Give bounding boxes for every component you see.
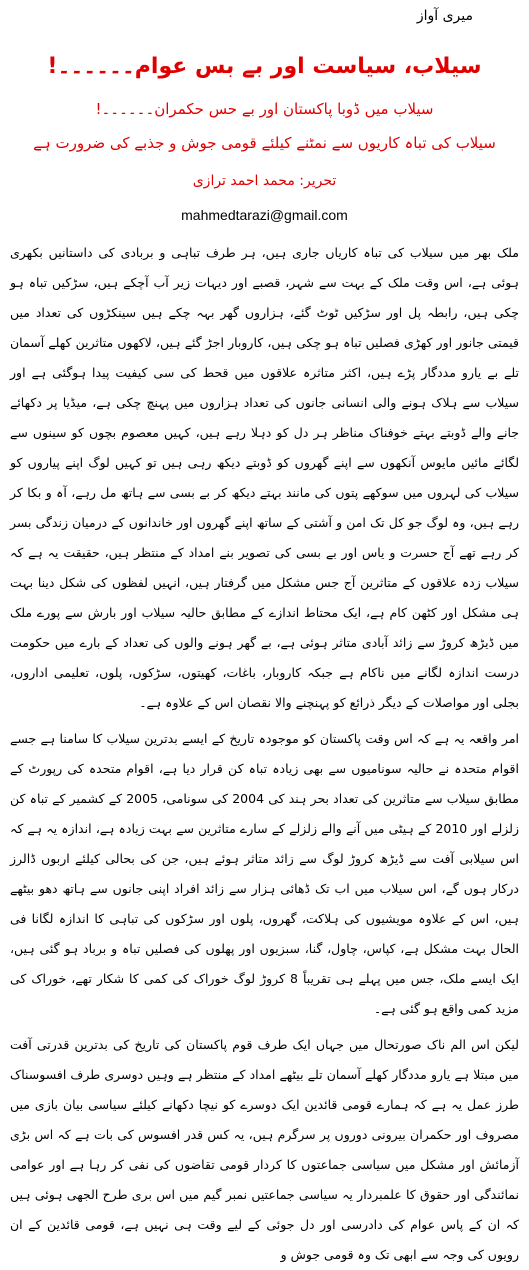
byline: تحریر: محمد احمد ترازی — [192, 173, 337, 189]
headline: سیلاب، سیاست اور بے بس عوام۔۔۔۔۔۔! — [47, 54, 482, 79]
subheadline-2: سیلاب کی تباہ کاریوں سے نمٹنے کیلئے قومی جوش و جذبے کی ضرورت ہے — [33, 134, 496, 152]
author-email: mahmedtarazi@gmail.com — [181, 207, 348, 223]
column-name: میری آواز — [416, 8, 473, 24]
subheadline-1: سیلاب میں ڈوبا پاکستان اور بے حس حکمران۔۔۔۔۔۔! — [95, 100, 434, 118]
paragraph-3: لیکن اس الم ناک صورتحال میں جہاں ایک طرف قوم پاکستان کی تاریخ کی بدترین قدرتی آفت میں مبتلا ہے یارو مددگار کھلے آسمان تلے بیٹھے امداد کے منتظر ہے وہیں دوسری طرف افسوسناک طرز عمل یہ ہے کہ ہمارے قومی قائدین ایک دوسرے کو نیچا دکھانے کیلئے سیاسی بیان بازی میں مصروف اور حکمران بیرونی دوروں پر سرگرم ہیں، یہ کس قدر افسوس کی بات ہے کہ اس بڑی آزمائش اور مشکل میں سیاسی جماعتوں کا کردار قومی تقاضوں کی نفی کر رہا ہے اور عوامی نمائندگی اور حقوق کا علمبردار یہ سیاسی جماعتیں نمبر گیم میں اس بری طرح الجھی ہوئی ہیں کہ ان کے پاس عوام کی دادرسی اور دل جوئی کے لیے وقت ہی نہیں ہے، قومی قائدین کے ان رویوں کی وجہ سے ابھی تک وہ قومی جوش و — [10, 1037, 519, 1262]
paragraph-1: ملک بھر میں سیلاب کی تباہ کاریاں جاری ہیں، ہر طرف تباہی و بربادی کی داستانیں بکھری ہوئی ہے، اس وقت ملک کے بہت سے شہر، قصبے اور دیہات زیر آب آچکے ہیں، سڑکیں تباہ ہو چکی ہیں، رابطہ پل اور سڑکیں ٹوٹ گئے، ہزاروں گھر بہہ چکے ہیں سینکڑوں کی تعداد میں قیمتی جانور اور کھڑی فصلیں تباہ ہو چکی ہیں، کاروبار اجڑ گئے ہیں، لاکھوں متاثرین کھلے آسمان تلے بے یارو مددگار پڑے ہیں، اکثر متاثرہ علاقوں میں قحط کی سی کیفیت پیدا ہوگئی ہے اور سیلاب سے ہلاک ہونے والی انسانی جانوں کی تعداد ہزاروں میں پہنچ چکی ہے، میڈیا پر دکھائے جانے والے ڈوبتے بہتے خوفناک مناظر ہر دل کو دہلا رہے ہیں، کہیں معصوم بچوں کو سینوں سے لگائے مائیں مایوس آنکھوں سے اپنے گھروں کو ڈوبتے دیکھ رہی ہیں تو کہیں لوگ اپنے پیاروں کو سیلاب کی لہروں میں سوکھے پتوں کی مانند بہتے دیکھ کر بے بسی سے ہاتھ مل رہے، آہ و بکا کر رہے ہیں، وہ لوگ جو کل تک امن و آشتی کے ساتھ اپنے گھروں اور خاندانوں کے درمیان زندگی بسر کر رہے تھے آج حسرت و یاس اور بے بسی کی تصویر بنے امداد کے منتظر ہیں، حقیقت یہ ہے کہ سیلاب زدہ علاقوں کے متاثرین آج جس مشکل میں گرفتار ہیں، انہیں لفظوں کی شکل دینا بہت ہی مشکل اور کٹھن کام ہے، ایک محتاط اندازے کے مطابق حالیہ سیلاب اور بارش سے پورے ملک میں ڈیڑھ کروڑ سے زائد آبادی متاثر ہوئی ہے، بے گھر ہونے والوں کی تعداد کے بارے میں حکومت درست اندازہ لگانے میں ناکام ہے جبکہ کاروبار، باغات، کھیتوں، سڑکوں، پلوں، تعلیمی اداروں، بجلی اور مواصلات کے دیگر ذرائع کو پہنچنے والا نقصان اس کے علاوہ ہے۔ — [10, 245, 519, 710]
article-body — [10, 238, 519, 1270]
paragraph-2: امر واقعہ یہ ہے کہ اس وقت پاکستان کو موجودہ تاریخ کے ایسے بدترین سیلاب کا سامنا ہے جسے اقوام متحدہ نے حالیہ سونامیوں سے بھی زیادہ تباہ کن قرار دیا ہے، اقوام متحدہ کی رپورٹ کے مطابق سیلاب سے متاثرین کی تعداد بحر ہند کی 2004 کی سونامی، 2005 کے کشمیر کے تباہ کن زلزلے اور 2010 کے ہیٹی میں آنے والے زلزلے کے سارے متاثرین سے بہت زیادہ ہے، اندازہ یہ ہے کہ اس سیلابی آفت سے ڈیڑھ کروڑ لوگ سے زائد متاثر ہوئے ہیں، جن کی بحالی کیلئے اربوں ڈالرز درکار ہوں گے، اس سیلاب میں اب تک ڈھائی ہزار سے زائد افراد اپنی جانوں سے ہاتھ دھو بیٹھے ہیں، اس کے علاوہ مویشیوں کی ہلاکت، گھروں، پلوں اور سڑکوں کی تباہی کا اندازہ لگانا فی الحال بہت مشکل ہے، کپاس، چاول، گنا، سبزیوں اور پھلوں کی فصلیں تباہ و برباد ہو گئی ہیں، ایک ایسے ملک، جس میں پہلے ہی تقریباً 8 کروڑ لوگ خوراک کی کمی کا شکار تھے، خوراک کی مزید کمی واقع ہو گئی ہے۔ — [10, 731, 520, 1016]
